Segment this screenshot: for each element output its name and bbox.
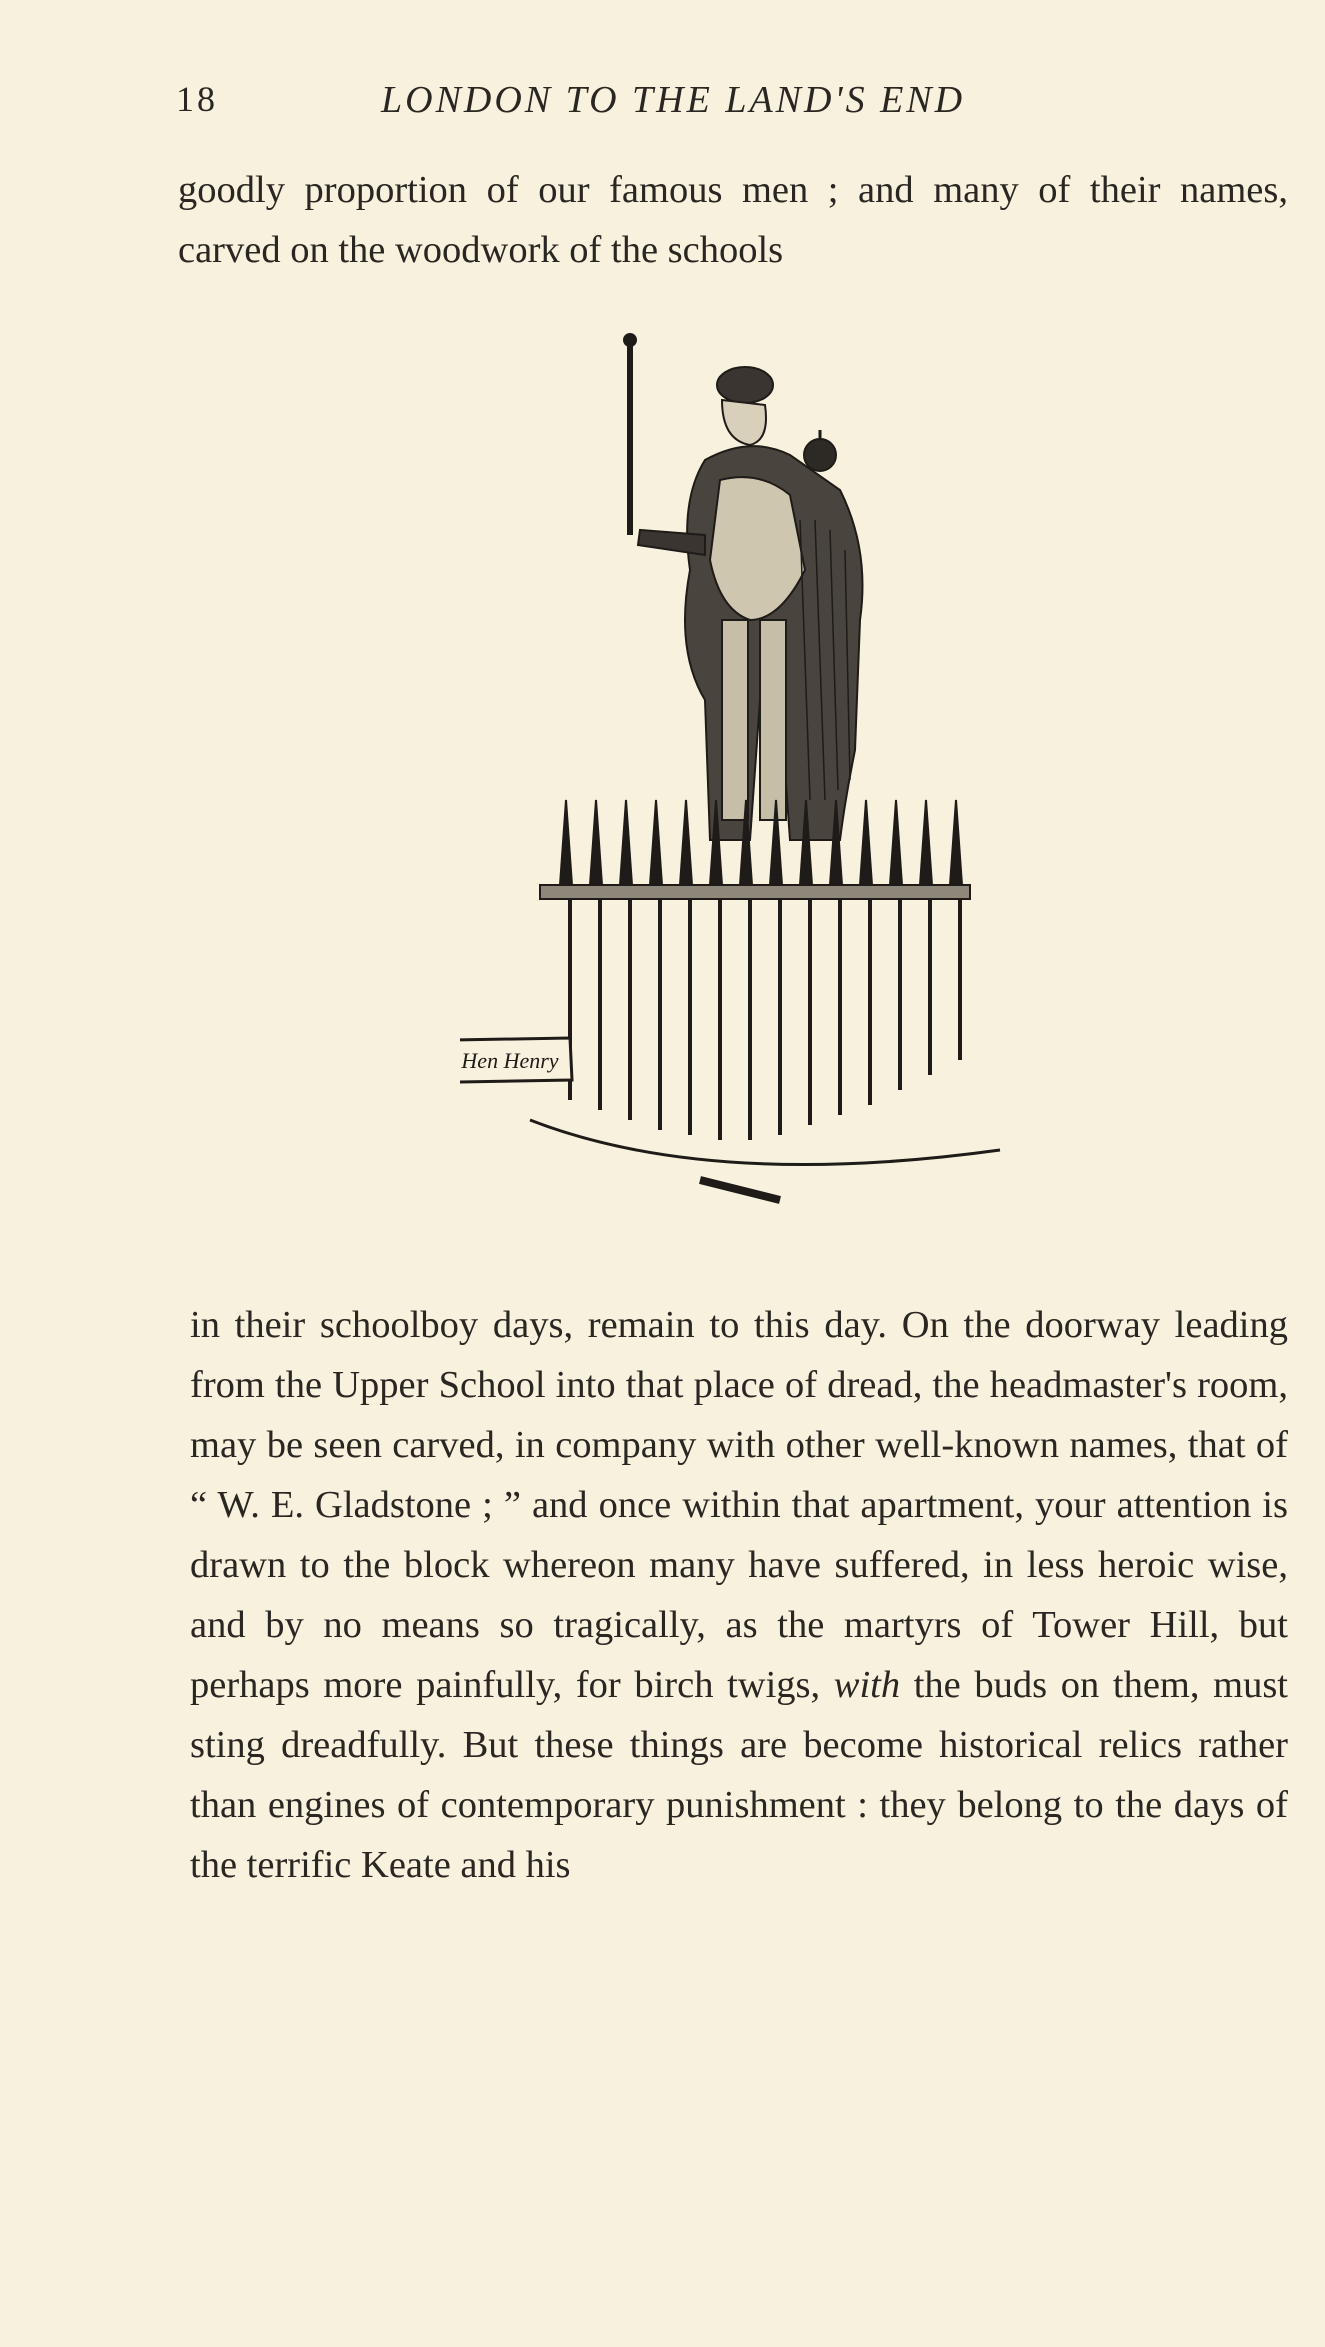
paragraph-bottom-part2: the buds on them, must sting dreadfully. But these things are become historical relics rather than engines of contemporary punishment : they belong to the days of the terrific Keate and his	[190, 1664, 1288, 1886]
paragraph-bottom-text	[190, 1295, 1288, 1895]
paragraph-bottom-part1: in their schoolboy days, remain to this day. On the doorway leading from the Upper School into that place of dread, the headmaster's room, may be seen carved, in company with other well-known names, that of “ W. E. Gladstone ; ” and once within that apartment, your attention is drawn to the block whereon many have suffered, in less heroic wise, and by no means so tragically, as the martyrs of Tower Hill, but perhaps more painfully, for birch twigs,	[190, 1304, 1288, 1706]
running-head	[176, 78, 1096, 128]
scroll-label: Hen Henry	[461, 1048, 559, 1073]
paragraph-bottom	[190, 1295, 1288, 1895]
paragraph-top-text: goodly proportion of our famous men ; and many of their names, carved on the woodwork of the schools	[178, 169, 1288, 271]
running-title: LONDON TO THE LAND'S END	[381, 79, 966, 121]
statue-illustration	[460, 320, 1060, 1250]
page-number: 18	[176, 79, 218, 119]
paragraph-top	[178, 160, 1288, 280]
emphasis-with: with	[833, 1664, 901, 1706]
